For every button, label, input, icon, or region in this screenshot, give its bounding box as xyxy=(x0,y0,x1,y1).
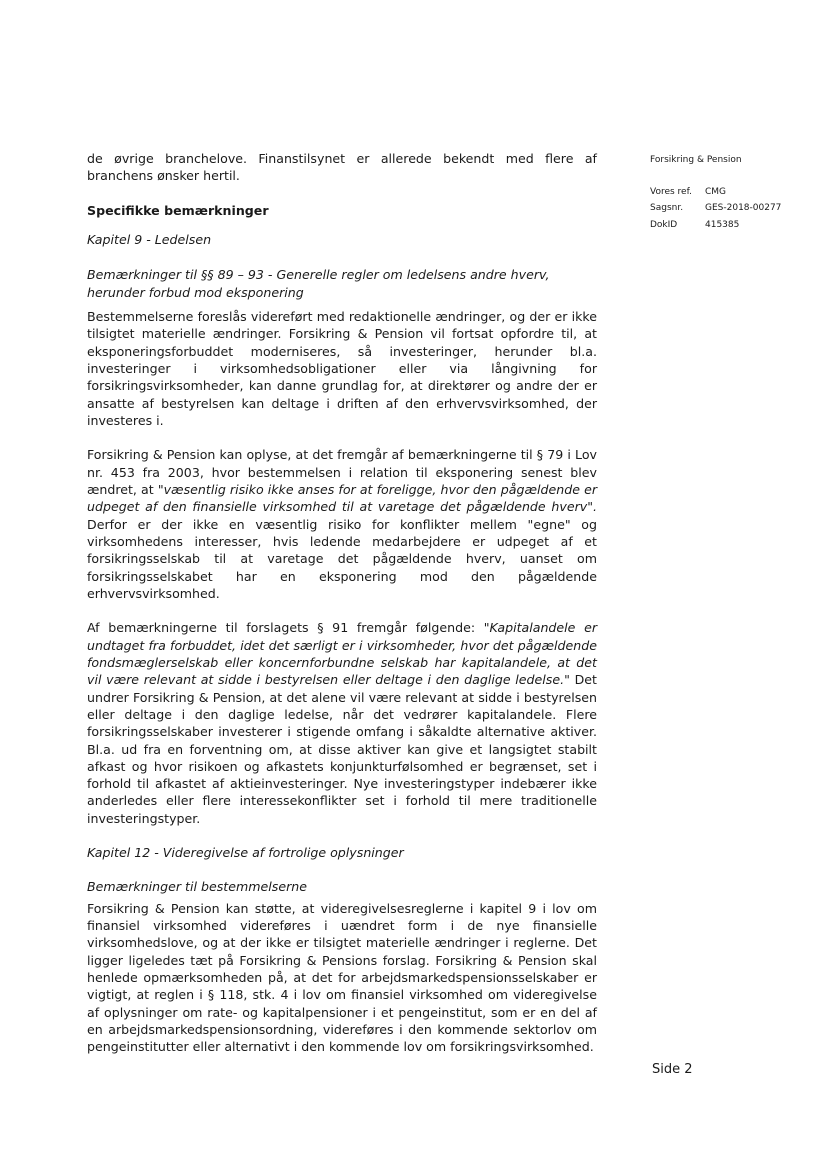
paragraph-exposure-ban: Bestemmelserne foreslås videreført med redaktionelle ændringer, og der er ikke tilsigtet materielle ændringer. Forsikring & Pension vil fortsat opfordre til, at eksponeringsforbuddet moderniseres, så investeringer, herunder bl.a. investeringer i virksomhedsobligationer eller via långivning for forsikringsvirksomheder, kan danne grundlag for, at direktører og andre der er ansatte af bestyrelsen kan deltage i driften af den erhvervsvirksomhed, der investeres i. xyxy=(87,309,597,428)
case-number-value: GES-2018-00277 xyxy=(705,203,782,213)
chapter-9-heading: Kapitel 9 - Ledelsen xyxy=(87,232,212,248)
reference-sidebar xyxy=(650,152,810,233)
sender-organization: Forsikring & Pension xyxy=(650,155,742,165)
document-id-value: 415385 xyxy=(705,219,740,230)
paragraph-section-91-quote: "Kapitalandele er undtaget fra forbuddet, idet det særligt er i virksomheder, hvor det pågældende fondsmæglerselskab eller koncernforbundne selskab har kapitalandele, at det vil være relevant at sidde i bestyrelsen eller deltage i den daglige ledelse." xyxy=(87,620,598,688)
document-id-label: DokID xyxy=(650,219,678,230)
reference-value: CMG xyxy=(705,186,727,197)
case-number-label: Sagsnr. xyxy=(650,203,684,213)
reference-label: Vores ref. xyxy=(650,186,692,197)
remarks-provisions-heading: Bemærkninger til bestemmelserne xyxy=(87,878,307,894)
paragraph-section-91 xyxy=(87,619,597,827)
paragraph-section-91-text-end: Det undrer Forsikring & Pension, at det alene vil være relevant at sidde i bestyrelsen eller deltage i den daglige ledelse, når det vedrører kapitalandele. Flere forsikringsselskaber investerer i stigende omfang i såkaldte alternative aktiver. Bl.a. ud fra en forventning om, at disse aktiver kan give et langsigtet stabilt afkast og hvor risikoen og afkastets konjunkturfølsomhed er begrænset, set i forhold til afkastet af aktieinvesteringer. Nye investeringstyper indebærer ikke anderledes eller flere interessekonflikter set i forhold til mere traditionelle investeringstyper. xyxy=(87,672,597,826)
case-number-row xyxy=(650,200,810,217)
paragraph-law-453-text: Forsikring & Pension kan oplyse, at det fremgår af bemærkningerne til § 79 i Lov nr. 453 fra 2003, hvor bestemmelsen i relation til eksponering senest blev ændret, at xyxy=(87,447,597,498)
reference-row xyxy=(650,184,810,201)
page-number: Side 2 xyxy=(652,1062,693,1077)
paragraph-law-453-text-end: Derfor er der ikke en væsentlig risiko for konflikter mellem "egne" og virksomhedens interesser, hvis ledende medarbejdere er udpeget af et forsikringsselskab til at varetage det pågældende hverv, uanset om forsikringsselskabet har en eksponering mod den pågældende erhvervsvirksomhed. xyxy=(87,516,597,601)
intro-paragraph: de øvrige branchelove. Finanstilsynet er allerede bekendt med flere af branchens ønsker hertil. xyxy=(87,151,597,184)
paragraph-law-453-quote: "væsentlig risiko ikke anses for at foreligge, hvor den pågældende er udpeget af den finansielle virksomhed til at varetage det pågældende hverv". xyxy=(87,482,597,515)
paragraph-disclosure-rules: Forsikring & Pension kan støtte, at videregivelsesreglerne i kapitel 9 i lov om finansiel virksomhed videreføres i uændret form i de nye finansielle virksomhedslove, og at der ikke er tilsigtet materielle ændringer i reglerne. Det ligger ligeledes tæt på Forsikring & Pensions forslag. Forsikring & Pension skal henlede opmærksomheden på, at det for arbejdsmarkedspensionsselskaber er vigtigt, at reglen i § 118, stk. 4 i lov om finansiel virksomhed om videregivelse af oplysninger om rate- og kapitalpensioner i et pengeinstitut, som er en del af en arbejdsmarkedspensionsordning, videreføres i den kommende sektorlov om pengeinstitutter eller alternativt i den kommende lov om forsikringsvirksomhed. xyxy=(87,900,597,1055)
letter-body xyxy=(87,150,597,1056)
paragraph-section-91-text: Af bemærkningerne til forslagets § 91 fremgår følgende: xyxy=(87,620,484,636)
remarks-89-93-heading: Bemærkninger til §§ 89 – 93 - Generelle regler om ledelsens andre hverv, herunder forbud mod eksponering xyxy=(87,267,550,300)
section-heading: Specifikke bemærkninger xyxy=(87,202,269,218)
paragraph-law-453 xyxy=(87,446,597,602)
document-id-row xyxy=(650,217,810,234)
chapter-12-heading: Kapitel 12 - Videregivelse af fortrolige oplysninger xyxy=(87,845,404,861)
